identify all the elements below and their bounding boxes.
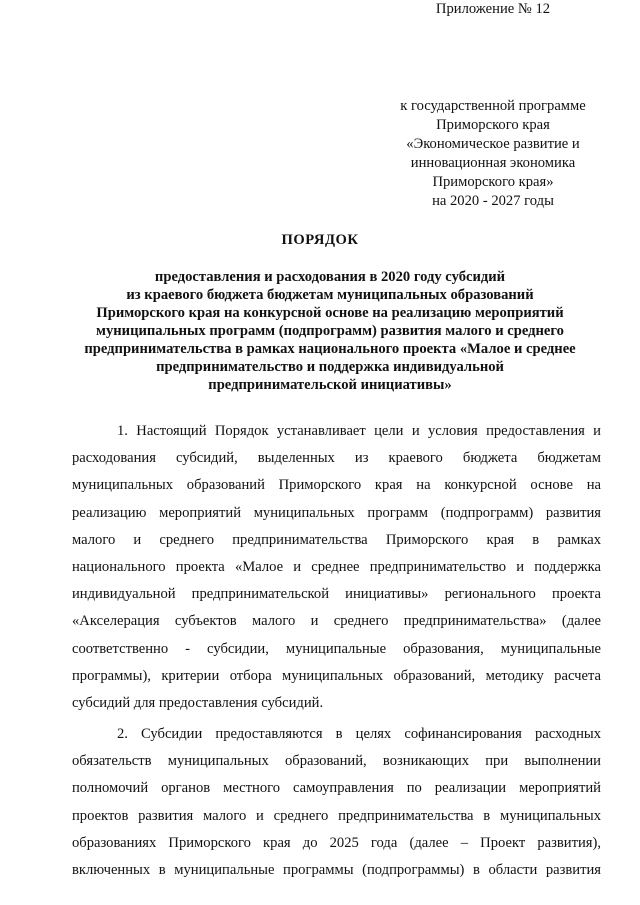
paragraph-line: реализацию мероприятий муниципальных программ (подпрограмм) развития bbox=[72, 504, 601, 521]
paragraph-line: муниципальных образований Приморского края на конкурсной основе на bbox=[72, 477, 601, 494]
subtitle-line: предпринимательство и поддержка индивидуальной bbox=[156, 359, 504, 375]
paragraph-line: полномочий органов местного самоуправления по реализации мероприятий bbox=[72, 780, 601, 797]
appendix-number: Приложение № 12 bbox=[435, 1, 551, 17]
appendix-line-6: на 2020 - 2027 годы bbox=[432, 193, 554, 209]
document-body bbox=[72, 418, 601, 884]
document-title: ПОРЯДОК bbox=[281, 232, 359, 248]
subtitle-line: предпринимательской инициативы» bbox=[208, 377, 452, 393]
paragraph-2 bbox=[72, 721, 601, 884]
paragraph-line: малого и среднего предпринимательства Приморского края в рамках bbox=[72, 531, 601, 548]
paragraph-line: соответственно - субсидии, муниципальные образования, муниципальные bbox=[72, 640, 601, 657]
paragraph-line: субсидий для предоставления субсидий. bbox=[72, 694, 324, 711]
paragraph-line: расходования субсидий, выделенных из краевого бюджета бюджетам bbox=[72, 450, 601, 467]
paragraph-line: национального проекта «Малое и среднее предпринимательство и поддержка bbox=[72, 558, 601, 575]
subtitle-line: из краевого бюджета бюджетам муниципальных образований bbox=[126, 287, 534, 303]
paragraph-line: включенных в муниципальные программы (подпрограммы) в области развития bbox=[72, 862, 601, 878]
paragraph-line: проектов развития малого и среднего предпринимательства в муниципальных bbox=[72, 807, 601, 824]
subtitle-line: предпринимательства в рамках национального проекта «Малое и среднее bbox=[84, 341, 576, 357]
subtitle-line: Приморского края на конкурсной основе на реализацию мероприятий bbox=[96, 305, 564, 321]
subtitle-line: предоставления и расходования в 2020 году субсидий bbox=[154, 269, 506, 285]
subtitle-line: муниципальных программ (подпрограмм) развития малого и среднего bbox=[96, 323, 564, 339]
document-subtitle bbox=[60, 268, 600, 394]
paragraph-line: «Акселерация субъектов малого и среднего предпринимательства» (далее bbox=[72, 613, 601, 630]
appendix-line-4: инновационная экономика bbox=[410, 155, 576, 171]
paragraph-line: обязательств муниципальных образований, возникающих при выполнении bbox=[72, 753, 601, 770]
paragraph-1 bbox=[72, 418, 601, 717]
paragraph-line: образованиях Приморского края до 2025 года (далее – Проект развития), bbox=[72, 834, 601, 851]
appendix-line-1: к государственной программе bbox=[400, 98, 586, 114]
paragraph-line: 1. Настоящий Порядок устанавливает цели и условия предоставления и bbox=[117, 423, 601, 439]
appendix-line-2: Приморского края bbox=[436, 117, 550, 133]
appendix-line-5: Приморского края» bbox=[432, 174, 554, 190]
paragraph-line: индивидуальной предпринимательской инициативы» регионального проекта bbox=[72, 586, 601, 603]
paragraph-line: 2. Субсидии предоставляются в целях софинансирования расходных bbox=[117, 726, 601, 743]
appendix-line-3: «Экономическое развитие и bbox=[406, 136, 580, 152]
paragraph-line: программы), критерии отбора муниципальных образований, методику расчета bbox=[72, 667, 601, 684]
